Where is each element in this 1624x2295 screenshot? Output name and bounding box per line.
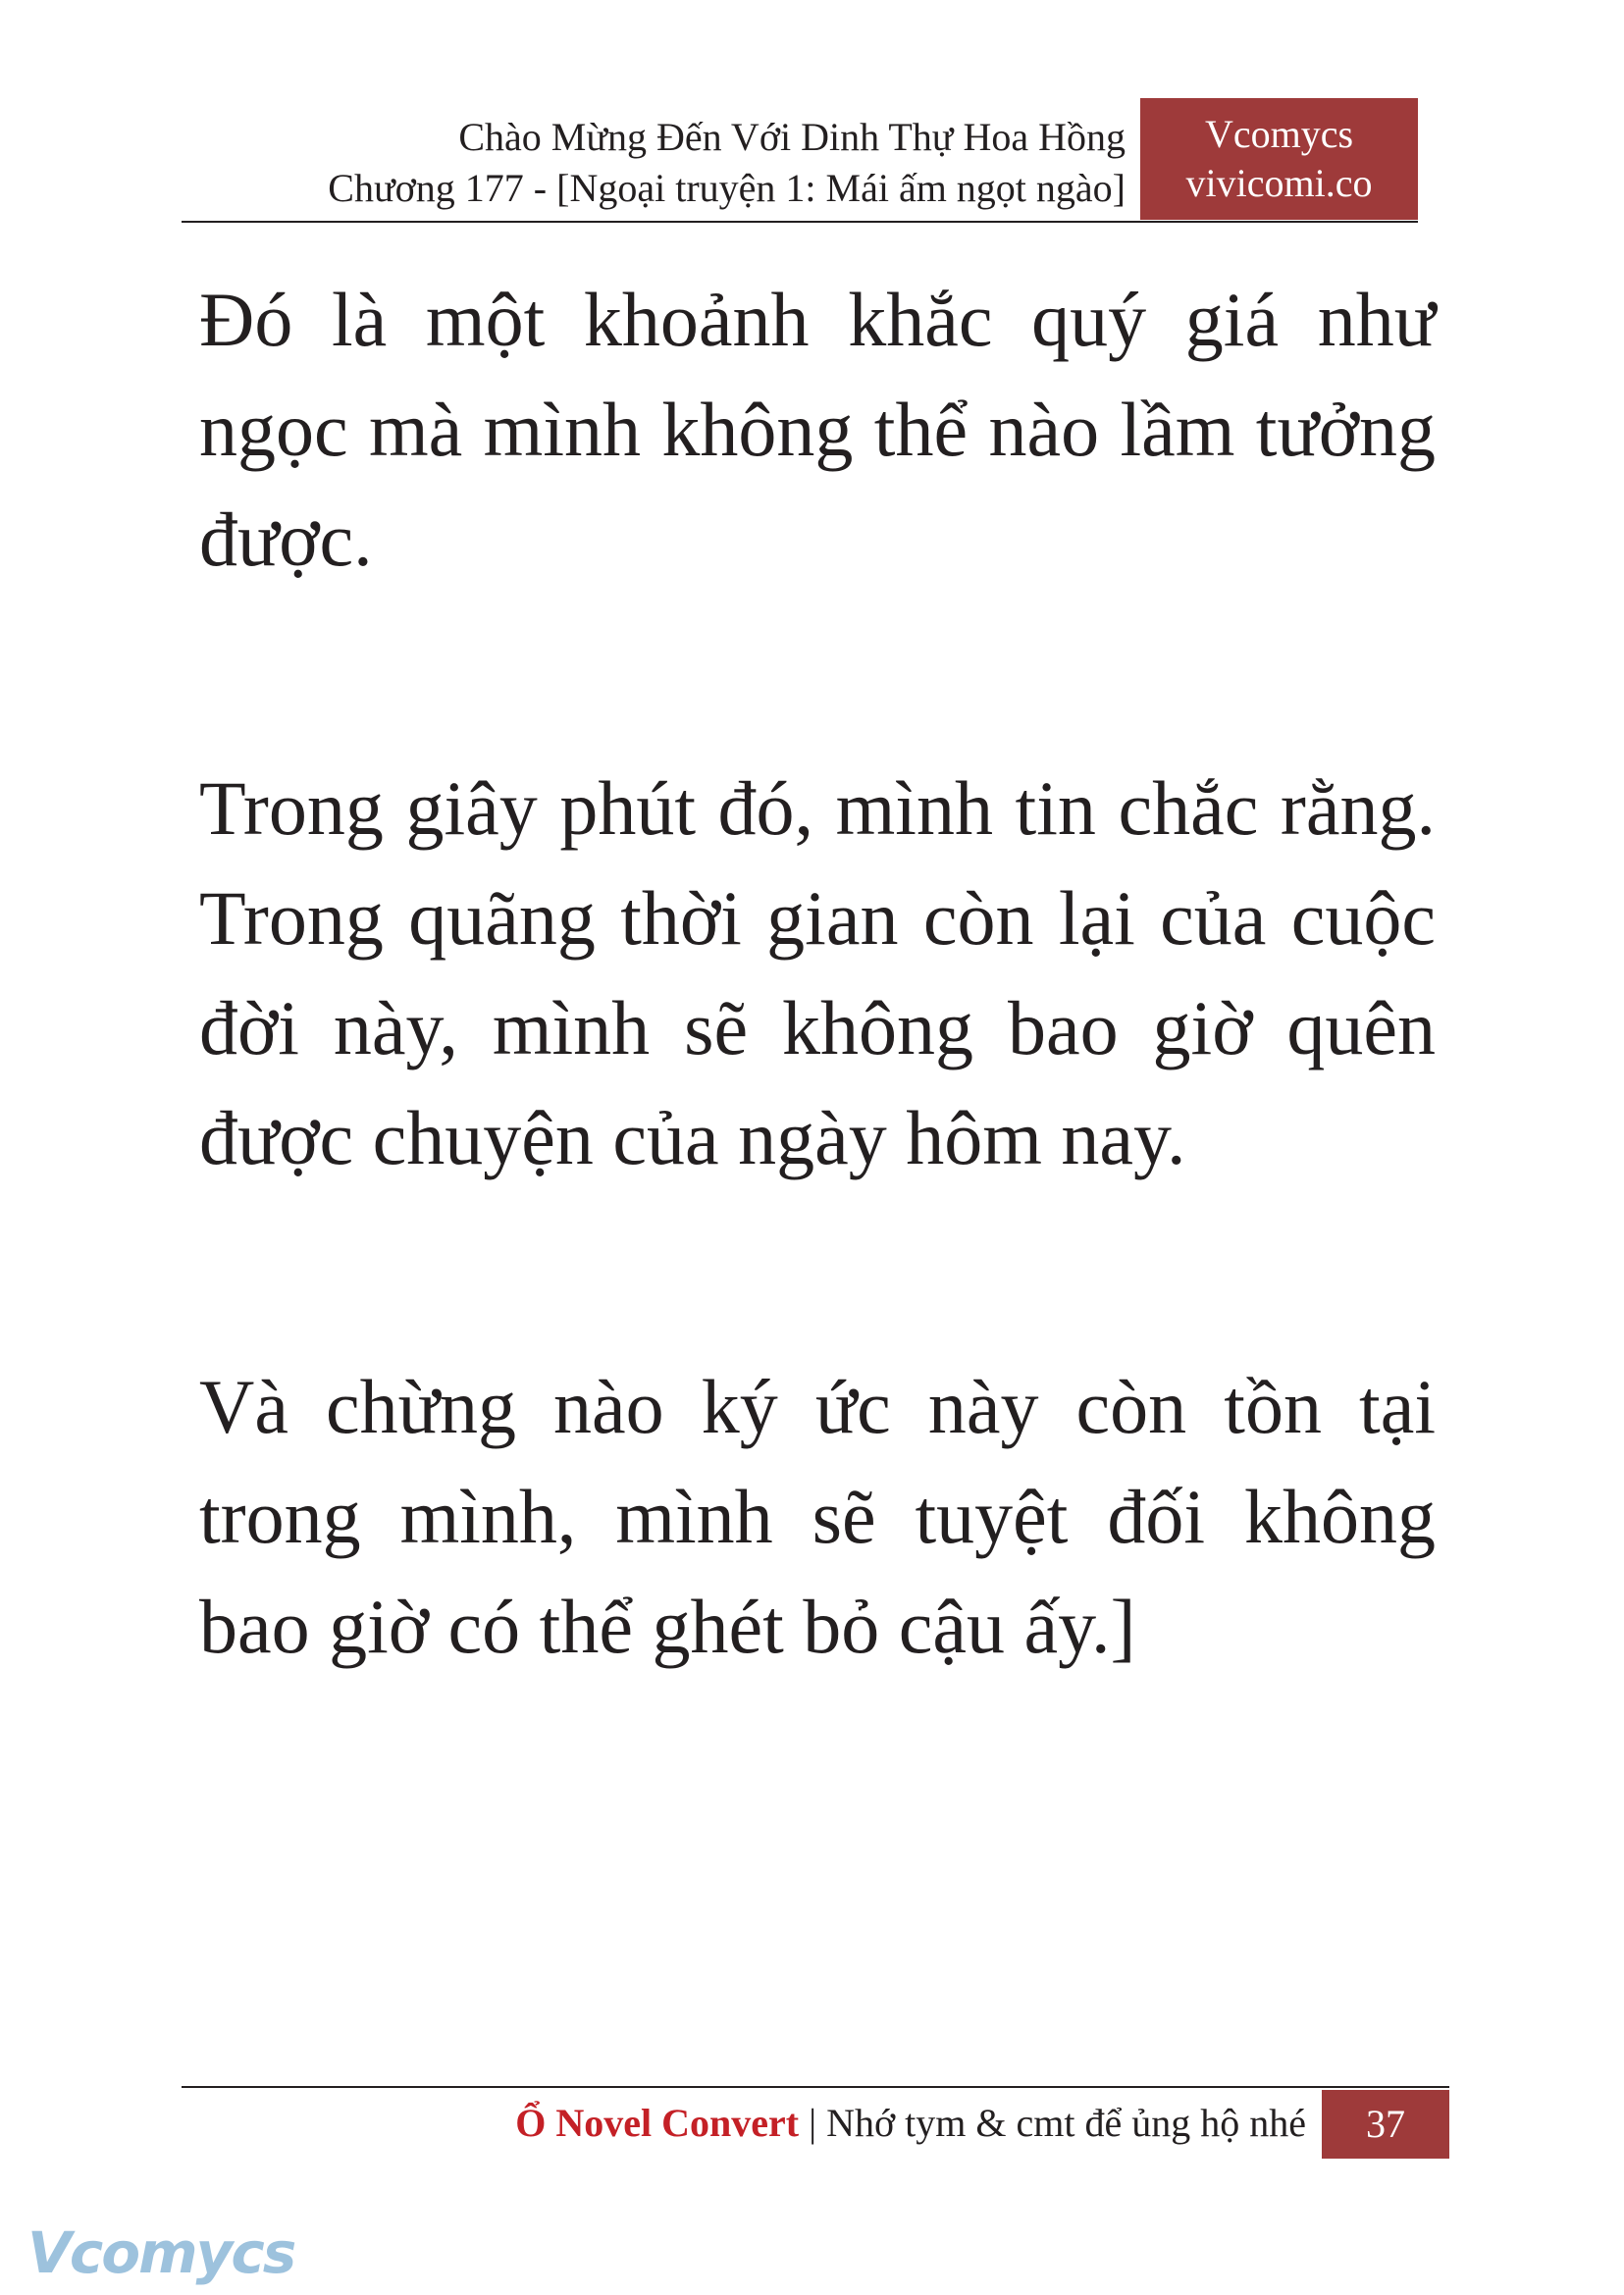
page-number: 37: [1322, 2090, 1449, 2159]
book-title: Chào Mừng Đến Với Dinh Thự Hoa Hồng: [458, 115, 1126, 159]
paragraph: Đó là một khoảnh khắc quý giá như ngọc mà mình không thể nào lầm tưởng được.: [199, 277, 1436, 582]
footer-brand: Ổ Novel Convert: [515, 2101, 800, 2145]
vcomycs-logo: Vcomycs: [27, 2219, 295, 2286]
site-url: vivicomi.co: [1185, 161, 1373, 205]
page-footer: [182, 2086, 1449, 2159]
paragraph: Và chừng nào ký ức này còn tồn tại trong mình, mình sẽ tuyệt đối không bao giờ có thể ghét bỏ cậu ấy.]: [199, 1364, 1436, 1669]
chapter-title: Chương 177 - [Ngoại truyện 1: Mái ấm ngọt ngào]: [328, 166, 1126, 210]
footer-text: [515, 2096, 1306, 2151]
header-titles: [328, 112, 1126, 214]
footer-message: Nhớ tym & cmt để ủng hộ nhé: [826, 2101, 1306, 2145]
site-badge: [1140, 98, 1418, 220]
chapter-content: [199, 265, 1436, 1682]
footer-separator: |: [799, 2101, 827, 2145]
paragraph: Trong giây phút đó, mình tin chắc rằng. Trong quãng thời gian còn lại của cuộc đời này, mình sẽ không bao giờ quên được chuyện của ngày hôm nay.: [199, 765, 1436, 1180]
site-name: Vcomycs: [1204, 112, 1354, 156]
page-header: [182, 98, 1418, 223]
